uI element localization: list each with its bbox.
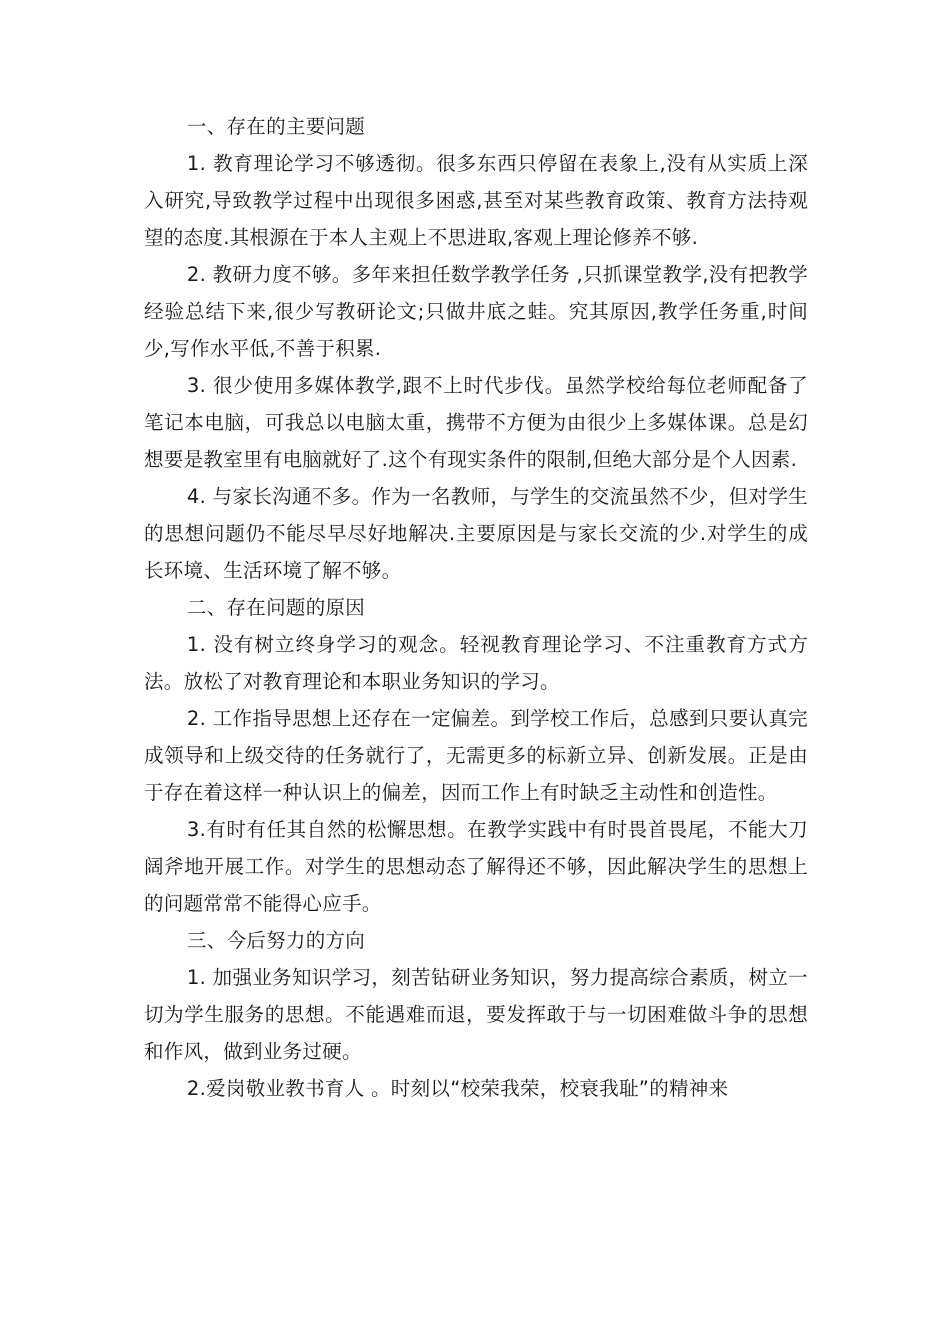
paragraph-2-3: 3.有时有任其自然的松懈思想。在教学实践中有时畏首畏尾，不能大刀阔斧地开展工作。对学生的思想动态了解得还不够，因此解决学生的思想上的问题常常不能得心应手。 <box>144 818 808 915</box>
paragraph-1-1: 1. 教育理论学习不够透彻。很多东西只停留在表象上,没有从实质上深入研究,导致教学过程中出现很多困惑,甚至对某些教育政策、教育方法持观望的态度.其根源在于本人主观上不思进取,客观上理论修养不够. <box>144 152 808 249</box>
section-heading-1: 一、存在的主要问题 <box>186 115 366 138</box>
paragraph-1-4: 4. 与家长沟通不多。作为一名教师，与学生的交流虽然不少，但对学生的思想问题仍不能尽早尽好地解决.主要原因是与家长交流的少.对学生的成长环境、生活环境了解不够。 <box>144 485 808 582</box>
paragraph-1-2: 2. 教研力度不够。多年来担任数学教学任务 ,只抓课堂教学,没有把教学经验总结下来,很少写教研论文;只做井底之蛙。究其原因,教学任务重,时间少,写作水平低,不善于积累. <box>144 263 808 360</box>
section-heading-2: 二、存在问题的原因 <box>186 596 366 619</box>
paragraph-2-2: 2. 工作指导思想上还存在一定偏差。到学校工作后，总感到只要认真完成领导和上级交待的任务就行了，无需更多的标新立异、创新发展。正是由于存在着这样一种认识上的偏差，因而工作上有时缺乏主动性和创造性。 <box>144 707 808 804</box>
paragraph-1-3: 3. 很少使用多媒体教学,跟不上时代步伐。虽然学校给每位老师配备了笔记本电脑，可我总以电脑太重，携带不方便为由很少上多媒体课。总是幻想要是教室里有电脑就好了.这个有现实条件的限制,但绝大部分是个人因素. <box>144 374 808 471</box>
paragraph-3-1: 1. 加强业务知识学习，刻苦钻研业务知识，努力提高综合素质，树立一切为学生服务的思想。不能遇难而退，要发挥敢于与一切困难做斗争的思想和作风，做到业务过硬。 <box>144 966 808 1063</box>
paragraph-2-1: 1. 没有树立终身学习的观念。轻视教育理论学习、不注重教育方式方法。放松了对教育理论和本职业务知识的学习。 <box>144 633 808 693</box>
section-heading-3: 三、今后努力的方向 <box>186 929 366 952</box>
paragraph-3-2: 2.爱岗敬业教书育人 。时刻以“校荣我荣，校衰我耻”的精神来 <box>186 1077 729 1100</box>
document-body <box>144 108 808 1107</box>
